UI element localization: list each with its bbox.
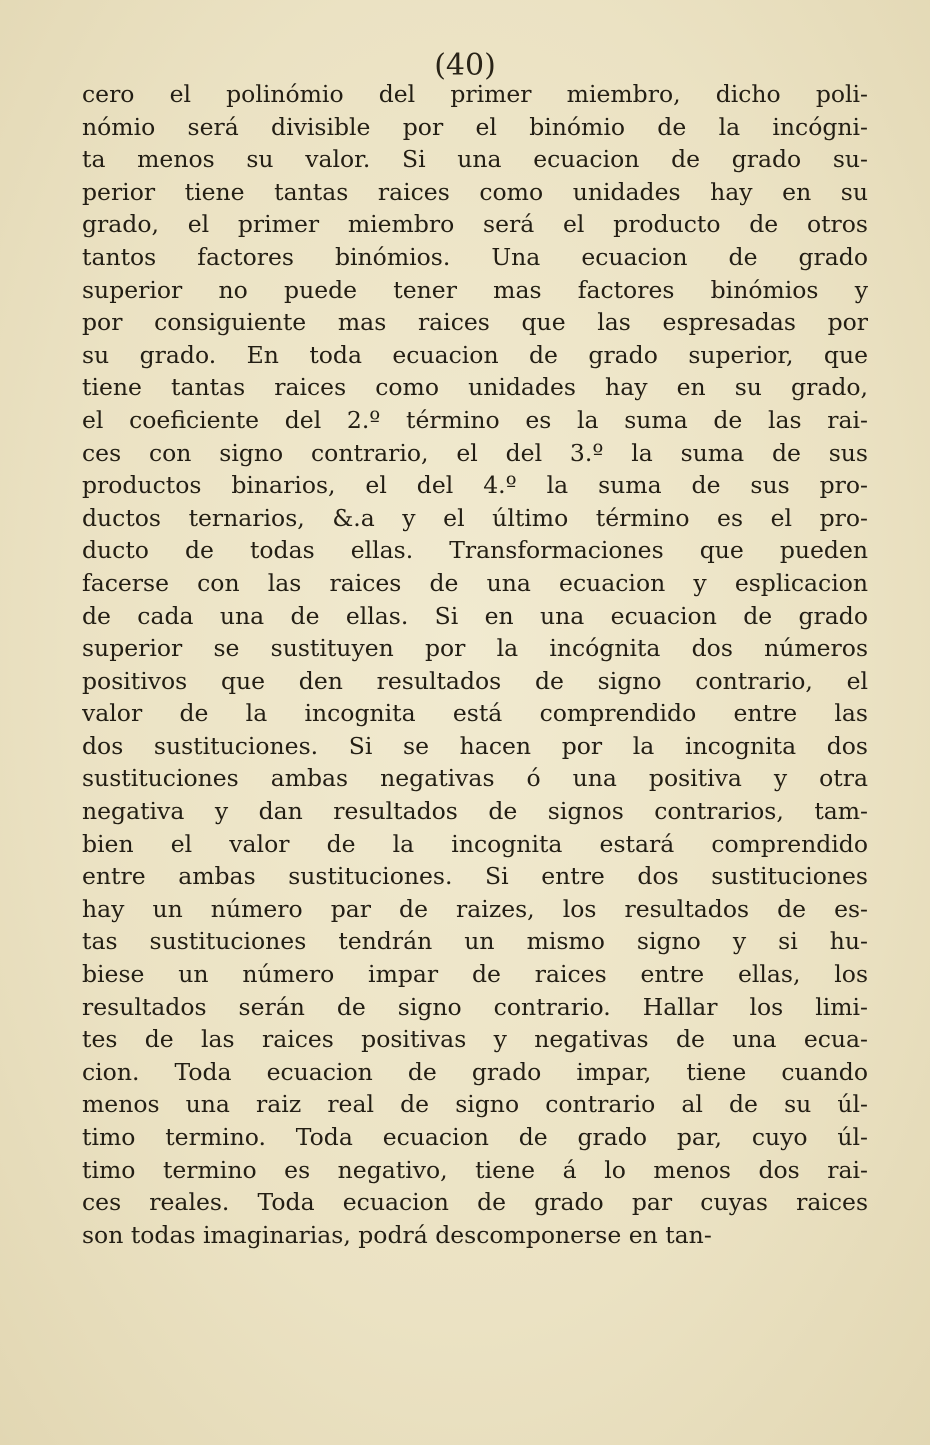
text-line: superior se sustituyen por la incógnita dos números: [82, 634, 868, 663]
text-line: tas sustituciones tendrán un mismo signo y si hu-: [82, 927, 868, 956]
text-line: bien el valor de la incognita estará comprendido: [82, 829, 868, 858]
text-line: negativa y dan resultados de signos contrarios, tam-: [82, 797, 868, 826]
text-line: sustituciones ambas negativas ó una positiva y otra: [82, 764, 868, 793]
text-line: grado, el primer miembro será el producto de otros: [82, 210, 868, 239]
text-line: positivos que den resultados de signo contrario, el: [82, 666, 868, 695]
text-line: por consiguiente mas raices que las espresadas por: [82, 308, 868, 337]
body-text: [82, 78, 868, 1251]
text-line: superior no puede tener mas factores binómios y: [82, 275, 868, 304]
text-line: nómio será divisible por el binómio de la incógni-: [82, 112, 868, 141]
text-line: hay un número par de raizes, los resultados de es-: [82, 894, 868, 923]
text-line: dos sustituciones. Si se hacen por la incognita dos: [82, 731, 868, 760]
text-line: ducto de todas ellas. Transformaciones que pueden: [82, 536, 868, 565]
text-line: tantos factores binómios. Una ecuacion de grado: [82, 242, 868, 271]
text-line: timo termino es negativo, tiene á lo menos dos rai-: [82, 1155, 868, 1184]
text-line: ces reales. Toda ecuacion de grado par cuyas raices: [82, 1188, 868, 1217]
text-line: ces con signo contrario, el del 3.º la suma de sus: [82, 438, 868, 467]
text-line: resultados serán de signo contrario. Hallar los limi-: [82, 992, 868, 1021]
text-line: cion. Toda ecuacion de grado impar, tiene cuando: [82, 1057, 868, 1086]
text-line: ta menos su valor. Si una ecuacion de grado su-: [82, 145, 868, 174]
text-line: perior tiene tantas raices como unidades hay en su: [82, 177, 868, 206]
text-line: productos binarios, el del 4.º la suma de sus pro-: [82, 471, 868, 500]
text-line: timo termino. Toda ecuacion de grado par, cuyo úl-: [82, 1123, 868, 1151]
text-line: valor de la incognita está comprendido entre las: [82, 699, 868, 728]
text-line: el coeficiente del 2.º término es la suma de las rai-: [82, 405, 868, 434]
text-line: cero el polinómio del primer miembro, dicho poli-: [82, 80, 868, 108]
text-line: menos una raiz real de signo contrario al de su úl-: [82, 1090, 868, 1119]
text-line: tiene tantas raices como unidades hay en su grado,: [82, 373, 868, 402]
text-line: su grado. En toda ecuacion de grado superior, que: [82, 340, 868, 369]
text-line: facerse con las raices de una ecuacion y esplicacion: [82, 568, 868, 597]
text-line: son todas imaginarias, podrá descomponerse en tan-: [82, 1220, 712, 1249]
text-line: biese un número impar de raices entre ellas, los: [82, 960, 868, 989]
page-number: (40): [434, 48, 496, 83]
text-line: de cada una de ellas. Si en una ecuacion de grado: [82, 601, 868, 630]
text-line: ductos ternarios, &.a y el último término es el pro-: [82, 503, 868, 532]
text-line: tes de las raices positivas y negativas de una ecua-: [82, 1025, 868, 1054]
text-line: entre ambas sustituciones. Si entre dos sustituciones: [82, 862, 868, 891]
